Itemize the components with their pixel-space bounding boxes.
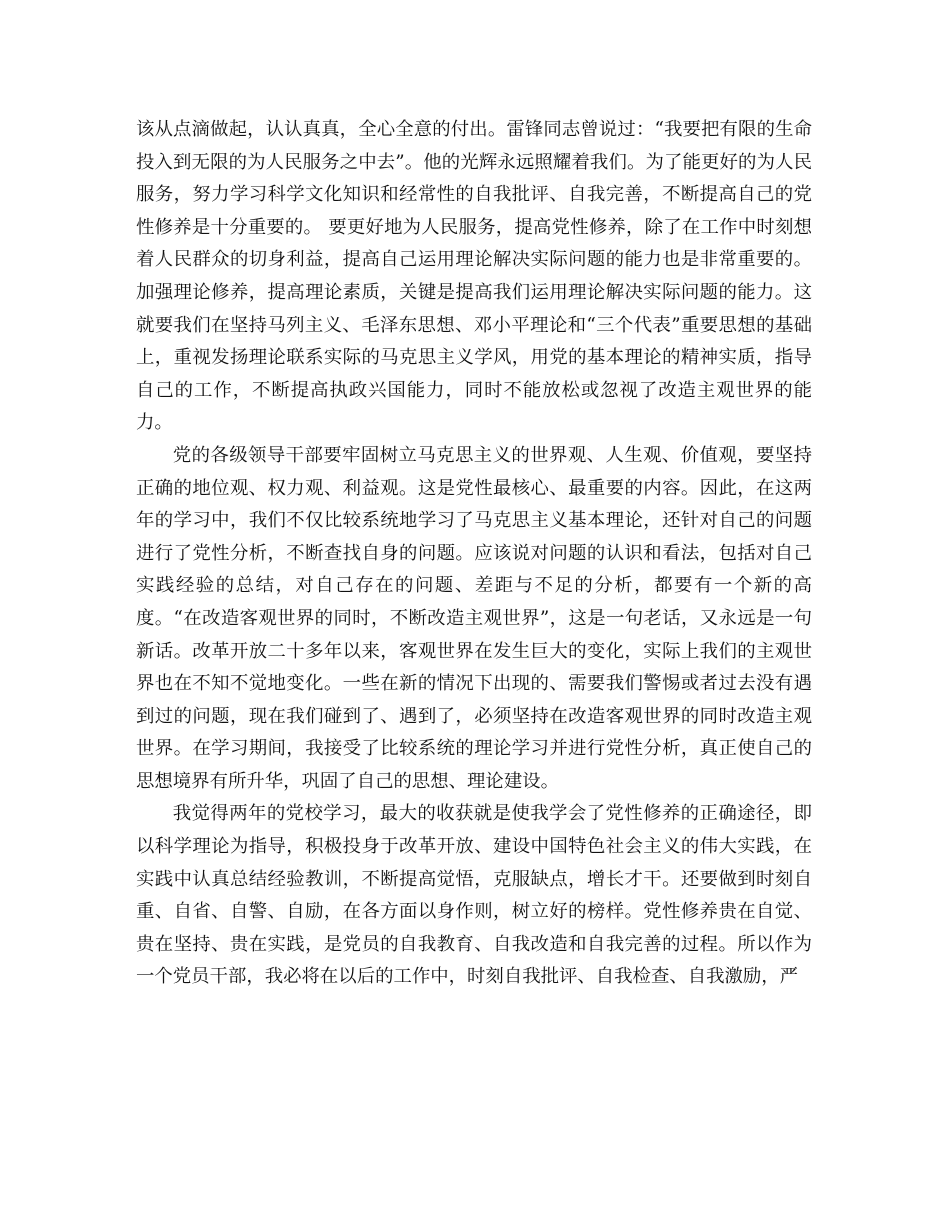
- document-body: [136, 114, 812, 994]
- paragraph-1: 该从点滴做起，认认真真，全心全意的付出。雷锋同志曾说过：“我要把有限的生命投入到无限的为人民服务之中去”。他的光辉永远照耀着我们。为了能更好的为人民服务，努力学习科学文化知识和经常性的自我批评、自我完善，不断提高自己的党性修养是十分重要的。 要更好地为人民服务，提高党性修养，除了在工作中时刻想着人民群众的切身利益，提高自己运用理论解决实际问题的能力也是非常重要的。加强理论修养，提高理论素质，关键是提高我们运用理论解决实际问题的能力。这就要我们在坚持马列主义、毛泽东思想、邓小平理论和“三个代表”重要思想的基础上，重视发扬理论联系实际的马克思主义学风，用党的基本理论的精神实质，指导自己的工作，不断提高执政兴国能力，同时不能放松或忽视了改造主观世界的能力。: [136, 119, 812, 434]
- paragraph-3: 我觉得两年的党校学习，最大的收获就是使我学会了党性修养的正确途径，即以科学理论为指导，积极投身于改革开放、建设中国特色社会主义的伟大实践，在实践中认真总结经验教训，不断提高觉悟，克服缺点，增长才干。还要做到时刻自重、自省、自警、自励，在各方面以身作则，树立好的榜样。党性修养贵在自觉、贵在坚持、贵在实践，是党员的自我教育、自我改造和自我完善的过程。所以作为一个党员干部，我必将在以后的工作中，时刻自我批评、自我检查、自我激励，严: [136, 803, 812, 988]
- paragraph-2: 党的各级领导干部要牢固树立马克思主义的世界观、人生观、价值观，要坚持正确的地位观、权力观、利益观。这是党性最核心、最重要的内容。因此，在这两年的学习中，我们不仅比较系统地学习了马克思主义基本理论，还针对自己的问题进行了党性分析，不断查找自身的问题。应该说对问题的认识和看法，包括对自己实践经验的总结，对自己存在的问题、差距与不足的分析，都要有一个新的高度。“在改造客观世界的同时，不断改造主观世界”，这是一句老话，又永远是一句新话。改革开放二十多年以来，客观世界在发生巨大的变化，实际上我们的主观世界也在不知不觉地变化。一些在新的情况下出现的、需要我们警惕或者过去没有遇到过的问题，现在我们碰到了、遇到了，必须坚持在改造客观世界的同时改造主观世界。在学习期间，我接受了比较系统的理论学习并进行党性分析，真正使自己的思想境界有所升华，巩固了自己的思想、理论建设。: [136, 444, 812, 792]
